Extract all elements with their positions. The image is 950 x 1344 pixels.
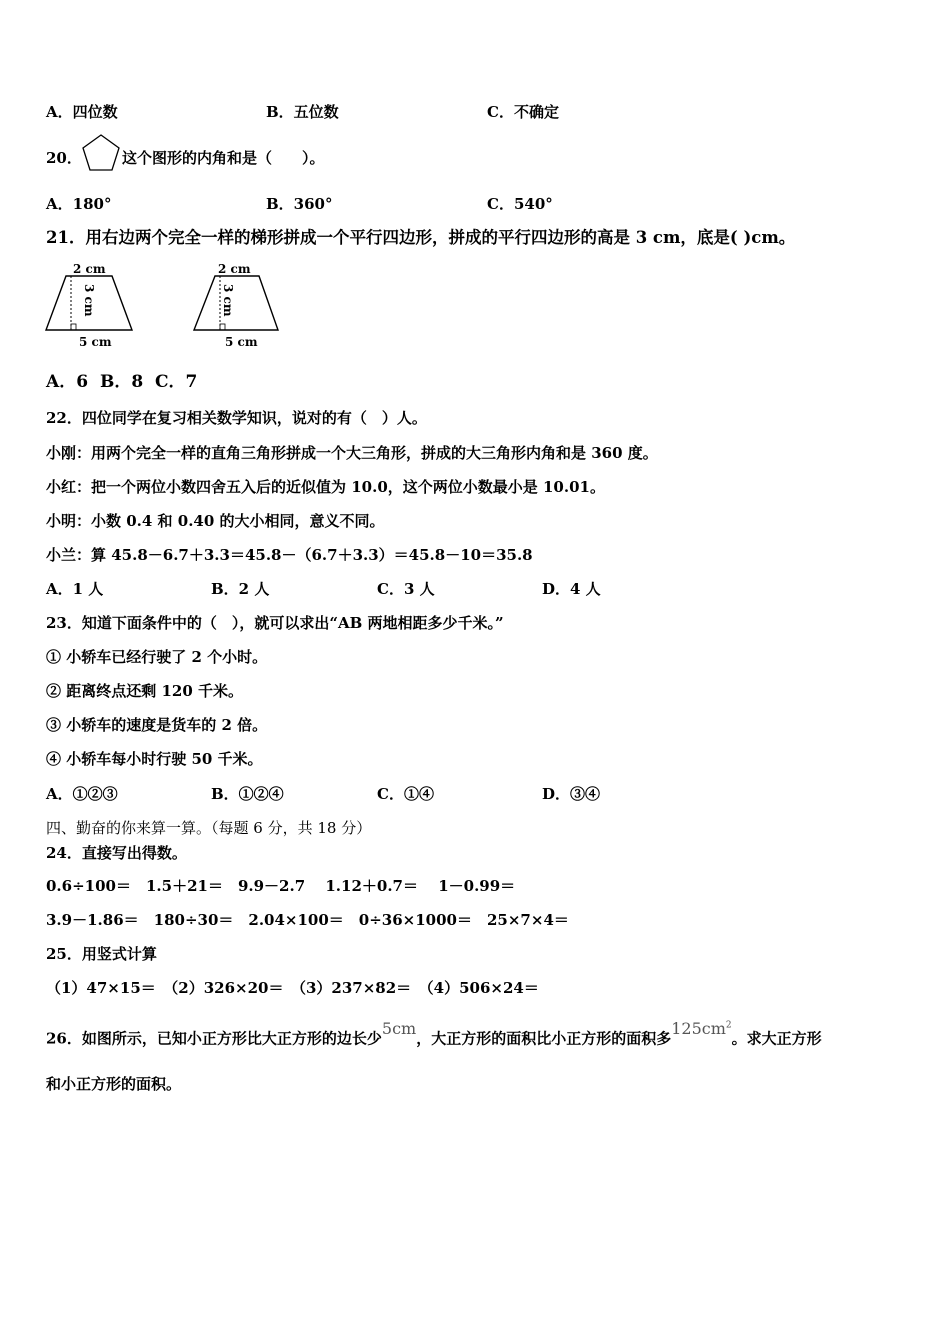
q23-option-a: A．①②③	[46, 785, 118, 803]
q25-row: （1）47×15＝ （2）326×20＝ （3）237×82＝ （4）506×24＝	[46, 979, 539, 997]
q23-condition-3: ③ 小轿车的速度是货车的 2 倍。	[46, 716, 268, 734]
q22-option-c: C．3 人	[377, 580, 435, 598]
trapezoid-2-bottom-label: 5 cm	[225, 335, 258, 349]
q26-text-1: 26．如图所示，已知小正方形比大正方形的边长少	[46, 1029, 382, 1048]
q26-line-1	[46, 1019, 822, 1048]
q23-condition-2: ② 距离终点还剩 120 千米。	[46, 682, 243, 700]
q24-row-2: 3.9－1.86＝ 180÷30＝ 2.04×100＝ 0÷36×1000＝ 25×7×4＝	[46, 911, 569, 929]
q23-stem: 23．知道下面条件中的（ ），就可以求出“AB 两地相距多少千米。”	[46, 614, 504, 632]
section-4-heading: 四、勤奋的你来算一算。（每题 6 分，共 18 分）	[46, 819, 372, 837]
pentagon-figure	[80, 133, 122, 175]
q21-option-b: B．8	[100, 372, 144, 392]
q22-statement-1: 小刚：用两个完全一样的直角三角形拼成一个大三角形，拼成的大三角形内角和是 360 度。	[46, 444, 658, 462]
q22-option-a: A．1 人	[46, 580, 104, 598]
q26-value-area-exponent: 2	[725, 1021, 732, 1031]
q22-statement-4: 小兰：算 45.8－6.7＋3.3＝45.8－（6.7＋3.3）＝45.8－10＝35.8	[46, 546, 533, 564]
q22-option-b: B．2 人	[211, 580, 270, 598]
q23-condition-1: ① 小轿车已经行驶了 2 个小时。	[46, 648, 268, 666]
trapezoid-figure-2	[188, 258, 288, 352]
q22-statement-3: 小明：小数 0.4 和 0.40 的大小相同，意义不同。	[46, 512, 385, 530]
q22-stem: 22．四位同学在复习相关数学知识，说对的有（ ）人。	[46, 409, 427, 427]
trapezoid-figure-1	[40, 258, 140, 352]
q21-stem: 21．用右边两个完全一样的梯形拼成一个平行四边形，拼成的平行四边形的高是 3 cm，底是( )cm。	[46, 228, 796, 247]
q26-line-2: 和小正方形的面积。	[46, 1075, 182, 1093]
q20-option-a: A．180°	[46, 195, 112, 213]
q26-text-2: ，大正方形的面积比小正方形的面积多	[416, 1029, 672, 1048]
q19-option-c: C．不确定	[487, 103, 559, 121]
q24-row-1: 0.6÷100＝ 1.5＋21＝ 9.9－2.7 1.12＋0.7＝ 1－0.99＝	[46, 877, 516, 895]
q20-option-b: B．360°	[266, 195, 333, 213]
q20-stem: 这个图形的内角和是（ ）。	[122, 149, 325, 167]
q21-option-c: C．7	[155, 372, 198, 392]
q19-option-a: A．四位数	[46, 103, 118, 121]
q26-value-area: 125cm	[671, 1019, 726, 1039]
trapezoid-2-top-label: 2 cm	[218, 262, 251, 276]
q23-option-b: B．①②④	[211, 785, 284, 803]
q23-condition-4: ④ 小轿车每小时行驶 50 千米。	[46, 750, 263, 768]
trapezoid-1-top-label: 2 cm	[73, 262, 106, 276]
q25-stem: 25．用竖式计算	[46, 945, 157, 963]
trapezoid-1-height-label: 3 cm	[82, 284, 96, 317]
q21-option-a: A．6	[46, 372, 89, 392]
q24-stem: 24．直接写出得数。	[46, 844, 187, 862]
q23-option-d: D．③④	[542, 785, 601, 803]
q20-number: 20．	[46, 149, 82, 167]
q22-option-d: D．4 人	[542, 580, 601, 598]
q22-statement-2: 小红：把一个两位小数四舍五入后的近似值为 10.0，这个两位小数最小是 10.01。	[46, 478, 605, 496]
q19-option-b: B．五位数	[266, 103, 339, 121]
q23-option-c: C．①④	[377, 785, 434, 803]
q26-text-3: 。求大正方形	[731, 1029, 822, 1048]
q20-option-c: C．540°	[487, 195, 553, 213]
q26-value-length: 5cm	[381, 1019, 417, 1039]
trapezoid-1-bottom-label: 5 cm	[79, 335, 112, 349]
trapezoid-2-height-label: 3 cm	[221, 284, 235, 317]
